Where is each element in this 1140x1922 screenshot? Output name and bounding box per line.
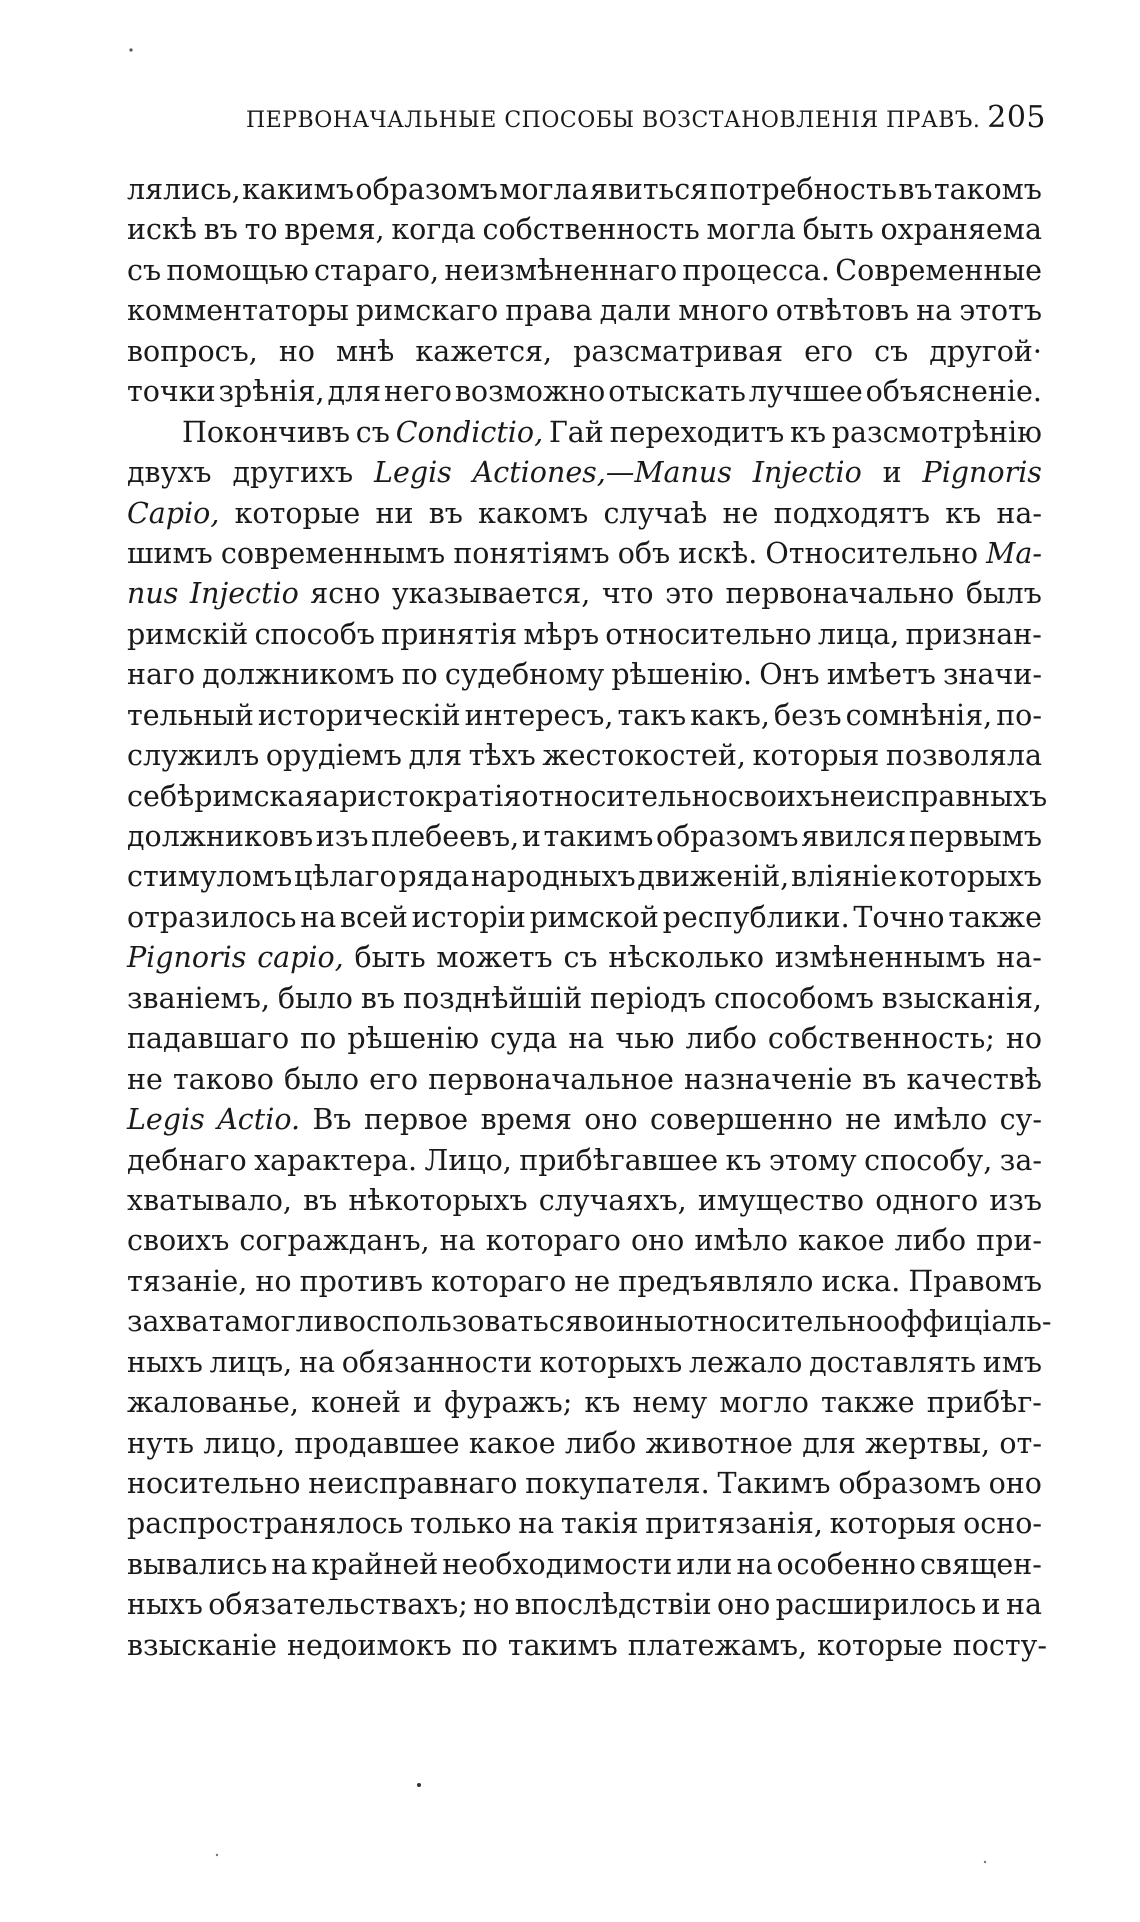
word: интересъ, [464,698,614,732]
word: исторіи [411,900,526,934]
word: чью [615,1022,675,1056]
word: первымъ [908,820,1042,853]
word: Онъ [759,658,820,692]
word: себѣ [127,779,195,813]
word: Точно [853,900,945,934]
word: неисправнаго [308,1467,518,1500]
word: Лицо, [424,1143,512,1177]
word: особенно [776,1547,916,1581]
word: священ- [919,1547,1042,1581]
word: ныхъ [127,1345,203,1379]
word: точки [127,375,216,409]
word: всей [339,900,408,934]
word: Правомъ [908,1264,1042,1298]
word: что [601,577,654,611]
word: могла [499,173,589,206]
word: оно [630,1224,685,1258]
word: тельный [127,698,254,732]
word: которые [817,1628,943,1662]
word: отвѣтовъ [775,294,910,328]
word: обязанности [341,1345,533,1379]
word: посту- [952,1628,1047,1662]
word: мнѣ [336,334,395,368]
word: лялись, [127,173,241,206]
word: къ [725,1143,762,1177]
word: взысканія, [881,981,1042,1015]
word: носительно [127,1467,301,1500]
word: къ [945,496,982,530]
word: въ [428,496,463,530]
word: рѣшенію. [611,658,753,692]
word: вывались [127,1547,268,1581]
word: искѣ. [678,536,758,570]
word: нему [632,1386,708,1420]
word: совершенно [650,1103,833,1137]
word: позднѣйшій [403,981,583,1015]
word: собственность; [767,1022,995,1056]
word: своихъ [727,779,831,813]
word: Actiones,—Manus [472,456,732,490]
word: ряда [398,860,470,894]
word: случаяхъ, [538,1183,687,1217]
word: искѣ [127,213,197,247]
page-number: 205 [987,100,1046,135]
word: процесса. [682,253,830,287]
word: какомъ [478,496,589,530]
word: служилъ [127,739,260,773]
word: характера. [254,1143,418,1177]
word: двухъ [127,456,212,490]
word: потребность [709,173,898,206]
word: переходитъ [609,415,785,449]
word: Pignoris [127,941,247,975]
word: лицъ, [209,1345,293,1379]
word: на- [996,496,1042,530]
word: имѣло [893,1103,988,1137]
word: относительно [676,1305,884,1339]
word: предъявляло [618,1264,814,1298]
word: орудіемъ [265,739,402,773]
word: Гай [548,415,604,449]
word: расширилось [775,1588,977,1622]
word: явился [801,820,907,853]
word: ныхъ [127,1588,203,1622]
word: стараго, [314,253,440,287]
word: римскаго [355,294,499,328]
word: то [244,213,278,247]
word: цѣлаго [293,860,397,894]
word: имѣло [694,1224,788,1258]
word: лица, [817,617,900,651]
word: народныхъ [470,860,636,894]
word: это [665,577,714,611]
word: либо [564,1426,637,1460]
word: но [1005,1022,1042,1056]
word: прибѣгавшее [519,1143,719,1177]
word: и [521,820,541,853]
word: либо [894,1224,967,1258]
word: фуражъ; [444,1386,573,1420]
word: взысканіе [127,1628,278,1662]
word: римская [194,779,323,813]
word: покупателя. [525,1467,710,1500]
word: съ [355,415,390,449]
word: оно [716,1588,771,1622]
word: права [505,294,593,328]
word: мѣръ [523,617,600,651]
word: отыскать [608,375,746,409]
word: первоначально [725,577,955,611]
word: указывается, [391,577,591,611]
word: него [384,375,452,409]
word: согражданъ, [239,1224,430,1258]
word: также [948,900,1042,934]
word: захвата [127,1305,242,1339]
word: Capio, [127,496,220,530]
word: не [722,496,759,530]
word: на- [996,941,1042,975]
word: не [127,1062,163,1096]
word: какое [797,1224,885,1258]
word: котораго [431,1264,567,1298]
word: животное [645,1426,793,1460]
word: время [480,1103,572,1137]
word: образомъ [655,820,799,853]
word: въ [862,1062,897,1096]
word: охраняема [880,213,1042,247]
word: этотъ [959,294,1042,328]
word: плебеевъ, [371,820,520,853]
word: по- [996,698,1042,732]
word: недоимокъ [286,1628,452,1662]
word: шимъ [127,536,213,570]
word: было [277,981,353,1015]
word: какъ, [690,698,770,732]
word: за- [999,1143,1042,1177]
word: не [845,1103,882,1137]
word: такомъ [933,173,1042,206]
word: неисправныхъ [830,779,1048,813]
word: ни [375,496,414,530]
word: лицо, [203,1426,286,1460]
word: періодъ [590,981,707,1015]
word: таково [172,1062,274,1096]
word: либо [685,1022,757,1056]
word: этому [768,1143,857,1177]
word: неизмѣненнаго [444,253,678,287]
word: но [278,334,315,368]
word: позволяла [885,739,1042,773]
speck [129,48,132,51]
word: имѣетъ [826,658,936,692]
word: аристократія [322,779,522,813]
word: но [473,1588,510,1622]
word: возможно [454,375,606,409]
word: дали [599,294,672,328]
word: только [409,1507,512,1541]
word: коней [311,1386,401,1420]
word: распространялось [127,1507,404,1541]
word: воспользоваться [332,1305,583,1339]
word: судебному [444,658,605,692]
word: въ [303,1183,338,1217]
word: Legis [374,456,452,490]
word: безъ [773,698,842,732]
word: назначеніе [683,1062,853,1096]
word: су- [999,1103,1042,1137]
word: суда [490,1022,558,1056]
word: такъ [617,698,687,732]
word: на [298,1345,335,1379]
word: Такимъ [717,1467,831,1500]
speck [417,1783,421,1787]
word: былъ [965,577,1042,611]
word: на [1006,1588,1042,1622]
word: значи- [943,658,1042,692]
word: отразилось [127,900,297,934]
word: образомъ [838,1467,981,1500]
word: образомъ [355,173,498,206]
word: Injectio [189,577,299,611]
word: объ [617,536,671,570]
word: принятія [381,617,518,651]
word: лучшее [748,375,863,409]
word: иска. [821,1264,901,1298]
word: къ [790,415,826,449]
speck [216,1854,218,1856]
word: притязанія, [645,1507,823,1541]
word: Actio. [217,1103,301,1137]
word: которыхъ [898,860,1042,894]
word: быть [802,213,874,247]
word: имъ [982,1345,1042,1379]
word: платежамъ, [627,1628,808,1662]
word: зрѣнія, [218,375,325,409]
word: по [461,1628,498,1662]
word: такимъ [543,820,654,853]
word: Pignoris [922,456,1042,490]
word: Ma- [986,536,1042,570]
word: способомъ [714,981,874,1015]
word: Покончивъ [182,415,350,449]
word: тязаніе, [127,1264,248,1298]
word: способу, [864,1143,993,1177]
word: признан- [905,617,1042,651]
word: на [568,1022,605,1056]
word: на [439,1224,476,1258]
word: на [271,1547,308,1581]
word: оно [988,1467,1042,1500]
word: которыя [829,1507,957,1541]
word: съ [127,253,162,287]
word: которыя [752,739,880,773]
word: вопросъ, [127,334,258,368]
word: его [804,334,854,368]
word: когда [391,213,476,247]
word: должниковъ [127,820,314,853]
word: явиться [589,173,709,206]
word: званіемъ, [127,981,270,1015]
word: какимъ [242,173,354,206]
word: случаѣ [603,496,708,530]
word: оффиціаль- [883,1305,1052,1339]
word: быть [354,941,426,975]
word: съ [874,334,909,368]
word: не [574,1264,611,1298]
word: рѣшенію [347,1022,480,1056]
word: воины [582,1305,677,1339]
word: по [300,1022,337,1056]
word: на [916,294,953,328]
word: жалованье, [127,1386,299,1420]
word: измѣненнымъ [774,941,986,975]
word: комментаторы [127,294,349,328]
word: нѣсколько [608,941,765,975]
word: такимъ [507,1628,618,1662]
word: такія [560,1507,639,1541]
word: современнымъ [220,536,446,570]
word: capio, [257,941,344,975]
word: римскій [127,617,249,651]
word: одного [875,1183,979,1217]
word: нѣкоторыхъ [348,1183,528,1217]
word: изъ [989,1183,1042,1217]
word: котораго [485,1224,621,1258]
word: ясно [310,577,381,611]
word: первоначальное [428,1062,674,1096]
word: Legis [127,1103,205,1137]
word: съ [563,941,598,975]
word: хватывало, [127,1183,292,1217]
word: нуть [127,1426,195,1460]
word: качествѣ [906,1062,1042,1096]
word: въ [203,213,238,247]
word: для [802,1426,856,1460]
word: для [408,739,463,773]
word: помощью [166,253,309,287]
word: обязательствахъ; [208,1588,468,1622]
word: жертвы, [865,1426,991,1460]
word: которые [234,496,361,530]
word: наго [127,658,196,692]
word: имущество [697,1183,865,1217]
word: и [981,1588,1001,1622]
word: относительно [521,779,728,813]
word: при- [976,1224,1042,1258]
word: къ [584,1386,621,1420]
word: Относительно [765,536,979,570]
word: прибѣг- [926,1386,1042,1420]
word: должникомъ [202,658,395,692]
word: движеній, [637,860,790,894]
word: противъ [299,1264,423,1298]
word: Современные [835,253,1042,287]
word: и [412,1386,432,1420]
word: историческій [257,698,461,732]
word: могли [241,1305,333,1339]
word: было [283,1062,360,1096]
word: впослѣдствіи [514,1588,712,1622]
word: которыхъ [539,1345,683,1379]
word: на [518,1507,555,1541]
word: но [255,1264,292,1298]
word: собственность [482,213,700,247]
word: могло [719,1386,809,1420]
word: кажется, [415,334,553,368]
word: и [882,456,902,490]
word: по [401,658,438,692]
word: какое [468,1426,556,1460]
word: Въ [312,1103,352,1137]
word: оно [584,1103,638,1137]
word: осно- [963,1507,1042,1541]
word: тѣхъ [468,739,536,773]
word: для [327,375,382,409]
word: сомнѣнія, [845,698,993,732]
word: от- [999,1426,1042,1460]
word: доставлять [809,1345,976,1379]
word: относительно [605,617,812,651]
word: крайней [311,1547,439,1581]
word: Injectio [752,456,862,490]
word: на [736,1547,773,1581]
word: также [821,1386,915,1420]
word: стимуломъ [127,860,293,894]
word: вліяніе [790,860,898,894]
word: или [676,1547,733,1581]
word: римской [529,900,659,934]
word: можетъ [436,941,553,975]
word: первое [363,1103,469,1137]
word: объясненіе. [865,375,1042,409]
word: своихъ [127,1224,230,1258]
word: могла [706,213,796,247]
word: въ [898,173,933,206]
word: лежало [688,1345,803,1379]
word: падавшаго [127,1022,290,1056]
word: продавшее [294,1426,460,1460]
word: другой· [929,334,1042,368]
running-head-title: ПЕРВОНАЧАЛЬНЫЕ СПОСОБЫ ВОЗСТАНОВЛЕНІЯ ПРАВЪ. [246,108,981,133]
word: изъ [315,820,369,853]
word: время, [284,213,385,247]
word: разсмотрѣнію [831,415,1042,449]
word: его [369,1062,419,1096]
word: понятіямъ [453,536,610,570]
word: подходятъ [773,496,930,530]
word: жестокостей, [542,739,746,773]
speck [984,1861,986,1863]
word: nus [127,577,179,611]
word: на [300,900,337,934]
word: другихъ [232,456,354,490]
word: много [678,294,769,328]
word: разсматривая [573,334,784,368]
word: Condictio, [395,415,544,449]
word: необходимости [442,1547,673,1581]
word: способъ [254,617,375,651]
word: дебнаго [127,1143,247,1177]
word: въ [360,981,396,1015]
word: республики. [662,900,850,934]
